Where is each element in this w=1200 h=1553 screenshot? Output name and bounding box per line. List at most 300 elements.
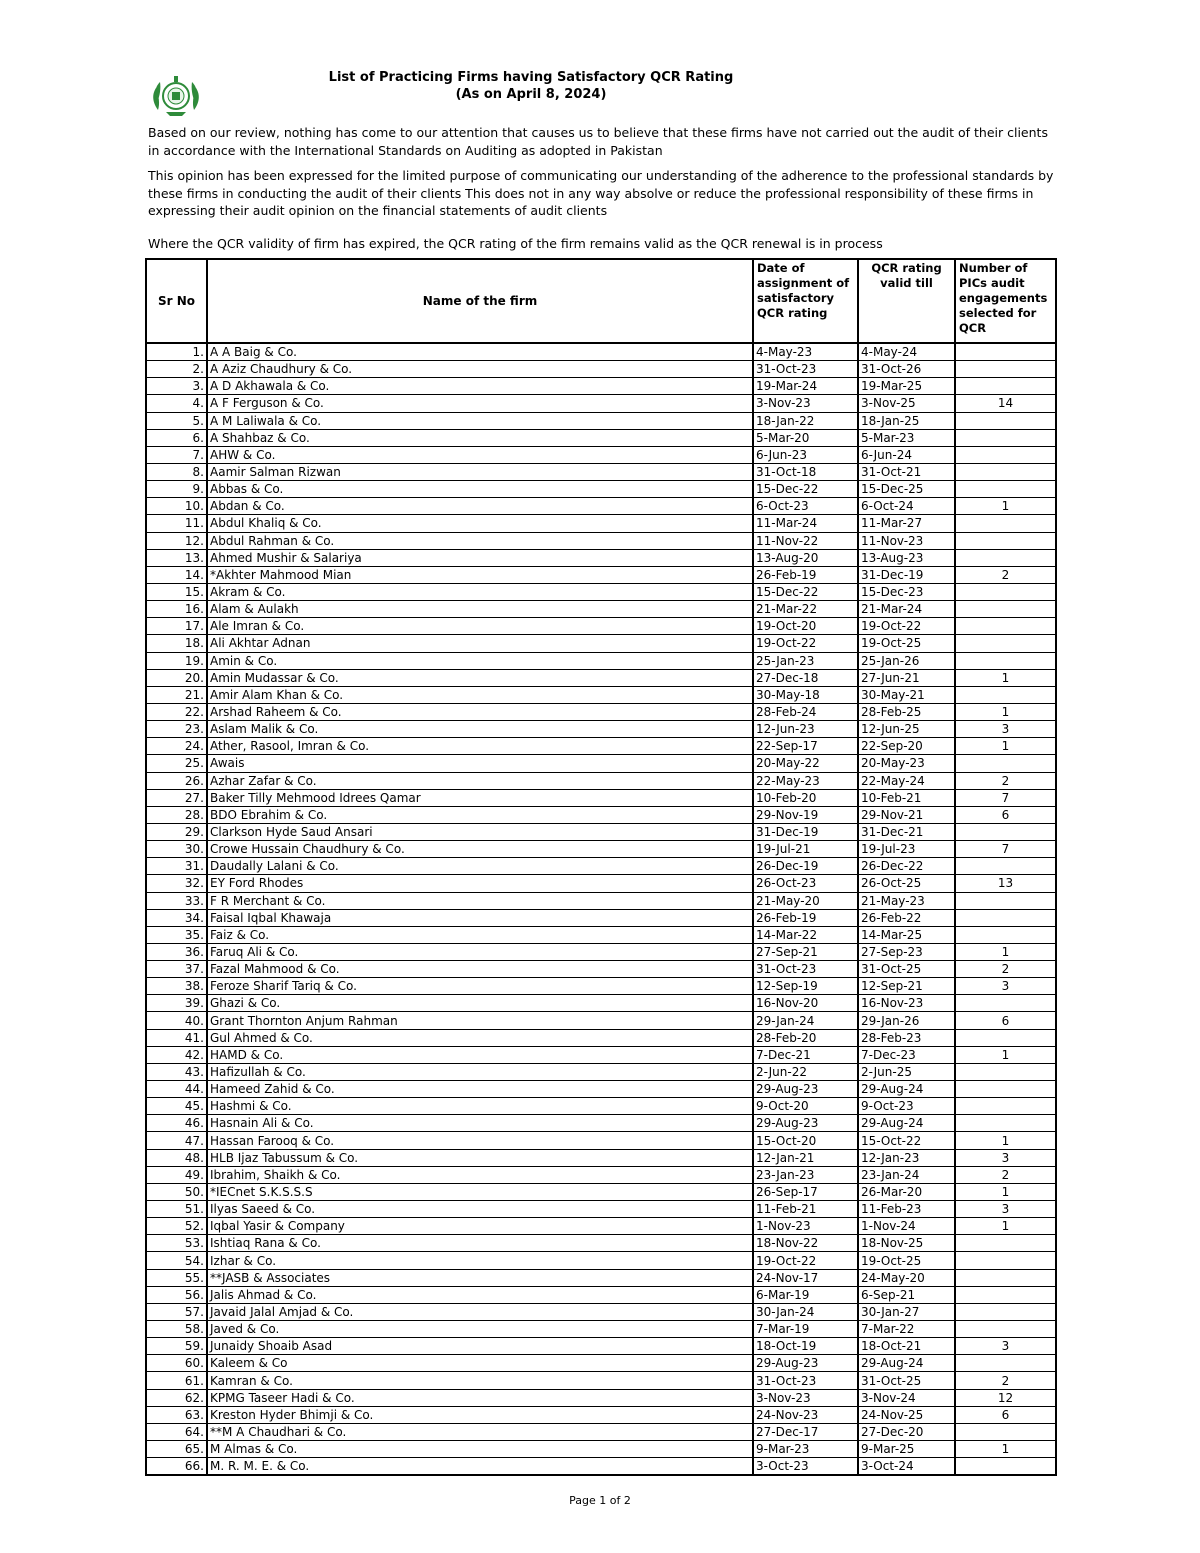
- valid-till-cell: 7-Dec-23: [858, 1046, 955, 1063]
- pics-count-cell: [955, 1029, 1056, 1046]
- firm-name-cell: M. R. M. E. & Co.: [207, 1458, 753, 1476]
- valid-till-cell: 11-Mar-27: [858, 515, 955, 532]
- firm-name-cell: *IECnet S.K.S.S.S: [207, 1183, 753, 1200]
- valid-till-cell: 15-Dec-23: [858, 583, 955, 600]
- firm-name-cell: Abdul Rahman & Co.: [207, 532, 753, 549]
- pics-count-cell: [955, 1321, 1056, 1338]
- assignment-date-cell: 9-Oct-20: [753, 1098, 858, 1115]
- table-row: [146, 978, 1056, 995]
- limited-purpose-statement: This opinion has been expressed for the limited purpose of communicating our understanding of the adherence to the professional standards by these firms in conducting the audit of their clients This does not in any way absolve or reduce the professional responsibility of these firms in expressing their audit opinion on the financial statements of audit clients: [148, 168, 1054, 218]
- firm-name-cell: Ishtiaq Rana & Co.: [207, 1235, 753, 1252]
- assignment-date-cell: 11-Feb-21: [753, 1201, 858, 1218]
- sr-no-cell: 51.: [146, 1201, 207, 1218]
- valid-till-cell: 22-Sep-20: [858, 738, 955, 755]
- table-row: [146, 909, 1056, 926]
- assignment-date-cell: 24-Nov-17: [753, 1269, 858, 1286]
- firm-name-cell: Azhar Zafar & Co.: [207, 772, 753, 789]
- firms-table: [145, 258, 1057, 1476]
- table-row: [146, 1338, 1056, 1355]
- assignment-date-cell: 29-Aug-23: [753, 1081, 858, 1098]
- sr-no-cell: 48.: [146, 1149, 207, 1166]
- pics-count-cell: 1: [955, 1132, 1056, 1149]
- header-firm-name: Name of the firm: [207, 259, 753, 343]
- valid-till-cell: 19-Mar-25: [858, 378, 955, 395]
- assignment-date-cell: 21-May-20: [753, 892, 858, 909]
- pics-count-cell: [955, 1458, 1056, 1476]
- assignment-date-cell: 5-Mar-20: [753, 429, 858, 446]
- firm-name-cell: Ghazi & Co.: [207, 995, 753, 1012]
- sr-no-cell: 2.: [146, 361, 207, 378]
- sr-no-cell: 3.: [146, 378, 207, 395]
- pics-count-cell: 2: [955, 961, 1056, 978]
- valid-till-cell: 3-Oct-24: [858, 1458, 955, 1476]
- firm-name-cell: Crowe Hussain Chaudhury & Co.: [207, 841, 753, 858]
- table-row: [146, 1098, 1056, 1115]
- firm-name-cell: Hasnain Ali & Co.: [207, 1115, 753, 1132]
- firm-name-cell: A Aziz Chaudhury & Co.: [207, 361, 753, 378]
- valid-till-cell: 9-Mar-25: [858, 1441, 955, 1458]
- firm-name-cell: Awais: [207, 755, 753, 772]
- pics-count-cell: 6: [955, 1012, 1056, 1029]
- valid-till-cell: 15-Dec-25: [858, 481, 955, 498]
- valid-till-cell: 31-Oct-26: [858, 361, 955, 378]
- pics-count-cell: 2: [955, 1372, 1056, 1389]
- pics-count-cell: 1: [955, 1218, 1056, 1235]
- valid-till-cell: 12-Jan-23: [858, 1149, 955, 1166]
- table-row: [146, 1458, 1056, 1476]
- firm-name-cell: Iqbal Yasir & Company: [207, 1218, 753, 1235]
- table-row: [146, 361, 1056, 378]
- valid-till-cell: 9-Oct-23: [858, 1098, 955, 1115]
- sr-no-cell: 21.: [146, 686, 207, 703]
- pics-count-cell: 1: [955, 1441, 1056, 1458]
- firm-name-cell: BDO Ebrahim & Co.: [207, 806, 753, 823]
- firm-name-cell: Faiz & Co.: [207, 926, 753, 943]
- pics-count-cell: 1: [955, 1046, 1056, 1063]
- table-row: [146, 1269, 1056, 1286]
- sr-no-cell: 59.: [146, 1338, 207, 1355]
- table-row: [146, 1046, 1056, 1063]
- table-row: [146, 1132, 1056, 1149]
- sr-no-cell: 46.: [146, 1115, 207, 1132]
- pics-count-cell: [955, 858, 1056, 875]
- firm-name-cell: A D Akhawala & Co.: [207, 378, 753, 395]
- firm-name-cell: Amin Mudassar & Co.: [207, 669, 753, 686]
- firm-name-cell: Arshad Raheem & Co.: [207, 703, 753, 720]
- validity-note: Where the QCR validity of firm has expired, the QCR rating of the firm remains valid as the QCR renewal is in process: [148, 236, 883, 251]
- assignment-date-cell: 29-Aug-23: [753, 1355, 858, 1372]
- pics-count-cell: [955, 823, 1056, 840]
- pics-count-cell: 3: [955, 1201, 1056, 1218]
- assignment-date-cell: 31-Oct-18: [753, 463, 858, 480]
- sr-no-cell: 22.: [146, 703, 207, 720]
- valid-till-cell: 31-Oct-25: [858, 1372, 955, 1389]
- sr-no-cell: 44.: [146, 1081, 207, 1098]
- pics-count-cell: 3: [955, 1149, 1056, 1166]
- table-row: [146, 463, 1056, 480]
- firm-name-cell: Akram & Co.: [207, 583, 753, 600]
- firm-name-cell: Izhar & Co.: [207, 1252, 753, 1269]
- assignment-date-cell: 19-Oct-22: [753, 635, 858, 652]
- firm-name-cell: Hafizullah & Co.: [207, 1063, 753, 1080]
- valid-till-cell: 27-Sep-23: [858, 943, 955, 960]
- valid-till-cell: 6-Oct-24: [858, 498, 955, 515]
- table-row: [146, 601, 1056, 618]
- firm-name-cell: A F Ferguson & Co.: [207, 395, 753, 412]
- sr-no-cell: 32.: [146, 875, 207, 892]
- valid-till-cell: 1-Nov-24: [858, 1218, 955, 1235]
- sr-no-cell: 54.: [146, 1252, 207, 1269]
- valid-till-cell: 23-Jan-24: [858, 1166, 955, 1183]
- sr-no-cell: 20.: [146, 669, 207, 686]
- pics-count-cell: [955, 1303, 1056, 1320]
- pics-count-cell: [955, 909, 1056, 926]
- table-row: [146, 1423, 1056, 1440]
- page-subtitle: (As on April 8, 2024): [455, 87, 607, 102]
- sr-no-cell: 43.: [146, 1063, 207, 1080]
- table-row: [146, 635, 1056, 652]
- sr-no-cell: 27.: [146, 789, 207, 806]
- valid-till-cell: 4-May-24: [858, 343, 955, 361]
- pics-count-cell: [955, 635, 1056, 652]
- pics-count-cell: [955, 515, 1056, 532]
- sr-no-cell: 65.: [146, 1441, 207, 1458]
- valid-till-cell: 10-Feb-21: [858, 789, 955, 806]
- firm-name-cell: Kaleem & Co: [207, 1355, 753, 1372]
- pics-count-cell: [955, 755, 1056, 772]
- sr-no-cell: 10.: [146, 498, 207, 515]
- firm-name-cell: Gul Ahmed & Co.: [207, 1029, 753, 1046]
- valid-till-cell: 11-Nov-23: [858, 532, 955, 549]
- table-row: [146, 738, 1056, 755]
- table-row: [146, 343, 1056, 361]
- pics-count-cell: [955, 1423, 1056, 1440]
- valid-till-cell: 24-May-20: [858, 1269, 955, 1286]
- firm-name-cell: Aslam Malik & Co.: [207, 721, 753, 738]
- header-assignment-date: Date of assignment of satisfactory QCR rating: [753, 259, 858, 343]
- assignment-date-cell: 13-Aug-20: [753, 549, 858, 566]
- table-row: [146, 566, 1056, 583]
- table-row: [146, 1115, 1056, 1132]
- table-row: [146, 806, 1056, 823]
- pics-count-cell: [955, 378, 1056, 395]
- table-row: [146, 875, 1056, 892]
- assignment-date-cell: 6-Mar-19: [753, 1286, 858, 1303]
- sr-no-cell: 26.: [146, 772, 207, 789]
- sr-no-cell: 11.: [146, 515, 207, 532]
- valid-till-cell: 3-Nov-25: [858, 395, 955, 412]
- table-row: [146, 1149, 1056, 1166]
- valid-till-cell: 20-May-23: [858, 755, 955, 772]
- sr-no-cell: 50.: [146, 1183, 207, 1200]
- valid-till-cell: 28-Feb-23: [858, 1029, 955, 1046]
- table-row: [146, 892, 1056, 909]
- assignment-date-cell: 7-Mar-19: [753, 1321, 858, 1338]
- valid-till-cell: 3-Nov-24: [858, 1389, 955, 1406]
- sr-no-cell: 35.: [146, 926, 207, 943]
- assignment-date-cell: 2-Jun-22: [753, 1063, 858, 1080]
- sr-no-cell: 39.: [146, 995, 207, 1012]
- pics-count-cell: 2: [955, 772, 1056, 789]
- assignment-date-cell: 19-Jul-21: [753, 841, 858, 858]
- valid-till-cell: 12-Jun-25: [858, 721, 955, 738]
- sr-no-cell: 18.: [146, 635, 207, 652]
- sr-no-cell: 56.: [146, 1286, 207, 1303]
- pics-count-cell: [955, 601, 1056, 618]
- valid-till-cell: 19-Oct-25: [858, 1252, 955, 1269]
- pics-count-cell: 3: [955, 721, 1056, 738]
- valid-till-cell: 13-Aug-23: [858, 549, 955, 566]
- header-pics-count: Number of PICs audit engagements selected for QCR: [955, 259, 1056, 343]
- sr-no-cell: 42.: [146, 1046, 207, 1063]
- assignment-date-cell: 26-Oct-23: [753, 875, 858, 892]
- pics-count-cell: [955, 583, 1056, 600]
- sr-no-cell: 24.: [146, 738, 207, 755]
- pics-count-cell: [955, 1269, 1056, 1286]
- firm-name-cell: Javaid Jalal Amjad & Co.: [207, 1303, 753, 1320]
- valid-till-cell: 6-Sep-21: [858, 1286, 955, 1303]
- firm-name-cell: Abbas & Co.: [207, 481, 753, 498]
- sr-no-cell: 53.: [146, 1235, 207, 1252]
- sr-no-cell: 13.: [146, 549, 207, 566]
- assignment-date-cell: 10-Feb-20: [753, 789, 858, 806]
- valid-till-cell: 25-Jan-26: [858, 652, 955, 669]
- valid-till-cell: 19-Oct-25: [858, 635, 955, 652]
- pics-count-cell: [955, 1098, 1056, 1115]
- sr-no-cell: 60.: [146, 1355, 207, 1372]
- assignment-date-cell: 3-Nov-23: [753, 395, 858, 412]
- pics-count-cell: 13: [955, 875, 1056, 892]
- sr-no-cell: 66.: [146, 1458, 207, 1476]
- table-row: [146, 395, 1056, 412]
- review-statement: Based on our review, nothing has come to our attention that causes us to believe that these firms have not carried out the audit of their clients in accordance with the International Standards on Auditing as adopted in Pakistan: [148, 125, 1048, 158]
- pics-count-cell: 1: [955, 1183, 1056, 1200]
- assignment-date-cell: 31-Oct-23: [753, 361, 858, 378]
- firm-name-cell: *Akhter Mahmood Mian: [207, 566, 753, 583]
- pics-count-cell: [955, 1235, 1056, 1252]
- assignment-date-cell: 15-Dec-22: [753, 583, 858, 600]
- valid-till-cell: 30-May-21: [858, 686, 955, 703]
- assignment-date-cell: 29-Nov-19: [753, 806, 858, 823]
- pics-count-cell: [955, 686, 1056, 703]
- table-row: [146, 1286, 1056, 1303]
- assignment-date-cell: 19-Mar-24: [753, 378, 858, 395]
- table-header-row: [146, 259, 1056, 343]
- valid-till-cell: 15-Oct-22: [858, 1132, 955, 1149]
- table-row: [146, 498, 1056, 515]
- sr-no-cell: 5.: [146, 412, 207, 429]
- firm-name-cell: Abdul Khaliq & Co.: [207, 515, 753, 532]
- assignment-date-cell: 15-Dec-22: [753, 481, 858, 498]
- sr-no-cell: 1.: [146, 343, 207, 361]
- firm-name-cell: A Shahbaz & Co.: [207, 429, 753, 446]
- assignment-date-cell: 31-Dec-19: [753, 823, 858, 840]
- sr-no-cell: 17.: [146, 618, 207, 635]
- pics-count-cell: [955, 618, 1056, 635]
- valid-till-cell: 30-Jan-27: [858, 1303, 955, 1320]
- header-sr-no: Sr No: [146, 259, 207, 343]
- assignment-date-cell: 14-Mar-22: [753, 926, 858, 943]
- valid-till-cell: 11-Feb-23: [858, 1201, 955, 1218]
- firm-name-cell: Ibrahim, Shaikh & Co.: [207, 1166, 753, 1183]
- valid-till-cell: 19-Jul-23: [858, 841, 955, 858]
- assignment-date-cell: 30-May-18: [753, 686, 858, 703]
- pics-count-cell: 1: [955, 738, 1056, 755]
- firm-name-cell: F R Merchant & Co.: [207, 892, 753, 909]
- assignment-date-cell: 16-Nov-20: [753, 995, 858, 1012]
- pics-count-cell: 7: [955, 789, 1056, 806]
- pics-count-cell: [955, 1063, 1056, 1080]
- assignment-date-cell: 23-Jan-23: [753, 1166, 858, 1183]
- firm-name-cell: **M A Chaudhari & Co.: [207, 1423, 753, 1440]
- sr-no-cell: 64.: [146, 1423, 207, 1440]
- table-row: [146, 858, 1056, 875]
- pics-count-cell: 2: [955, 1166, 1056, 1183]
- valid-till-cell: 7-Mar-22: [858, 1321, 955, 1338]
- assignment-date-cell: 18-Oct-19: [753, 1338, 858, 1355]
- sr-no-cell: 61.: [146, 1372, 207, 1389]
- valid-till-cell: 26-Feb-22: [858, 909, 955, 926]
- valid-till-cell: 29-Nov-21: [858, 806, 955, 823]
- sr-no-cell: 28.: [146, 806, 207, 823]
- table-row: [146, 669, 1056, 686]
- valid-till-cell: 22-May-24: [858, 772, 955, 789]
- pics-count-cell: [955, 1252, 1056, 1269]
- assignment-date-cell: 27-Sep-21: [753, 943, 858, 960]
- assignment-date-cell: 12-Sep-19: [753, 978, 858, 995]
- valid-till-cell: 31-Dec-21: [858, 823, 955, 840]
- firm-name-cell: Amir Alam Khan & Co.: [207, 686, 753, 703]
- sr-no-cell: 52.: [146, 1218, 207, 1235]
- pics-count-cell: [955, 1286, 1056, 1303]
- valid-till-cell: 31-Oct-25: [858, 961, 955, 978]
- assignment-date-cell: 22-Sep-17: [753, 738, 858, 755]
- assignment-date-cell: 12-Jan-21: [753, 1149, 858, 1166]
- valid-till-cell: 16-Nov-23: [858, 995, 955, 1012]
- pics-count-cell: 6: [955, 1406, 1056, 1423]
- table-row: [146, 618, 1056, 635]
- valid-till-cell: 27-Dec-20: [858, 1423, 955, 1440]
- sr-no-cell: 47.: [146, 1132, 207, 1149]
- table-row: [146, 926, 1056, 943]
- sr-no-cell: 23.: [146, 721, 207, 738]
- assignment-date-cell: 6-Jun-23: [753, 446, 858, 463]
- table-row: [146, 652, 1056, 669]
- firm-name-cell: Clarkson Hyde Saud Ansari: [207, 823, 753, 840]
- firm-name-cell: **JASB & Associates: [207, 1269, 753, 1286]
- table-row: [146, 1012, 1056, 1029]
- assignment-date-cell: 26-Feb-19: [753, 909, 858, 926]
- assignment-date-cell: 24-Nov-23: [753, 1406, 858, 1423]
- table-row: [146, 1183, 1056, 1200]
- assignment-date-cell: 12-Jun-23: [753, 721, 858, 738]
- table-row: [146, 1372, 1056, 1389]
- assignment-date-cell: 19-Oct-22: [753, 1252, 858, 1269]
- valid-till-cell: 18-Oct-21: [858, 1338, 955, 1355]
- table-row: [146, 1218, 1056, 1235]
- valid-till-cell: 29-Aug-24: [858, 1355, 955, 1372]
- assignment-date-cell: 9-Mar-23: [753, 1441, 858, 1458]
- table-row: [146, 429, 1056, 446]
- valid-till-cell: 24-Nov-25: [858, 1406, 955, 1423]
- firm-name-cell: Faisal Iqbal Khawaja: [207, 909, 753, 926]
- sr-no-cell: 14.: [146, 566, 207, 583]
- sr-no-cell: 57.: [146, 1303, 207, 1320]
- firm-name-cell: AHW & Co.: [207, 446, 753, 463]
- table-row: [146, 1252, 1056, 1269]
- assignment-date-cell: 11-Nov-22: [753, 532, 858, 549]
- table-row: [146, 515, 1056, 532]
- sr-no-cell: 12.: [146, 532, 207, 549]
- table-row: [146, 446, 1056, 463]
- table-row: [146, 721, 1056, 738]
- sr-no-cell: 45.: [146, 1098, 207, 1115]
- assignment-date-cell: 22-May-23: [753, 772, 858, 789]
- firm-name-cell: Alam & Aulakh: [207, 601, 753, 618]
- table-row: [146, 995, 1056, 1012]
- table-row: [146, 961, 1056, 978]
- sr-no-cell: 33.: [146, 892, 207, 909]
- pics-count-cell: 6: [955, 806, 1056, 823]
- valid-till-cell: 29-Aug-24: [858, 1081, 955, 1098]
- pics-count-cell: [955, 343, 1056, 361]
- firm-name-cell: Hameed Zahid & Co.: [207, 1081, 753, 1098]
- firm-name-cell: Kreston Hyder Bhimji & Co.: [207, 1406, 753, 1423]
- valid-till-cell: 6-Jun-24: [858, 446, 955, 463]
- firm-name-cell: Junaidy Shoaib Asad: [207, 1338, 753, 1355]
- table-row: [146, 1081, 1056, 1098]
- valid-till-cell: 21-May-23: [858, 892, 955, 909]
- assignment-date-cell: 6-Oct-23: [753, 498, 858, 515]
- sr-no-cell: 8.: [146, 463, 207, 480]
- pics-count-cell: 2: [955, 566, 1056, 583]
- sr-no-cell: 41.: [146, 1029, 207, 1046]
- assignment-date-cell: 18-Nov-22: [753, 1235, 858, 1252]
- firm-name-cell: HLB Ijaz Tabussum & Co.: [207, 1149, 753, 1166]
- assignment-date-cell: 31-Oct-23: [753, 961, 858, 978]
- table-row: [146, 1201, 1056, 1218]
- firm-name-cell: Ahmed Mushir & Salariya: [207, 549, 753, 566]
- valid-till-cell: 26-Mar-20: [858, 1183, 955, 1200]
- assignment-date-cell: 29-Jan-24: [753, 1012, 858, 1029]
- sr-no-cell: 16.: [146, 601, 207, 618]
- valid-till-cell: 26-Oct-25: [858, 875, 955, 892]
- sr-no-cell: 6.: [146, 429, 207, 446]
- table-row: [146, 532, 1056, 549]
- sr-no-cell: 15.: [146, 583, 207, 600]
- assignment-date-cell: 27-Dec-17: [753, 1423, 858, 1440]
- assignment-date-cell: 1-Nov-23: [753, 1218, 858, 1235]
- valid-till-cell: 21-Mar-24: [858, 601, 955, 618]
- firm-name-cell: Grant Thornton Anjum Rahman: [207, 1012, 753, 1029]
- valid-till-cell: 18-Jan-25: [858, 412, 955, 429]
- table-row: [146, 841, 1056, 858]
- firm-name-cell: Ali Akhtar Adnan: [207, 635, 753, 652]
- pics-count-cell: [955, 532, 1056, 549]
- valid-till-cell: 5-Mar-23: [858, 429, 955, 446]
- valid-till-cell: 26-Dec-22: [858, 858, 955, 875]
- table-row: [146, 481, 1056, 498]
- firm-name-cell: Baker Tilly Mehmood Idrees Qamar: [207, 789, 753, 806]
- table-row: [146, 1355, 1056, 1372]
- valid-till-cell: 18-Nov-25: [858, 1235, 955, 1252]
- sr-no-cell: 25.: [146, 755, 207, 772]
- firm-name-cell: Ilyas Saeed & Co.: [207, 1201, 753, 1218]
- table-row: [146, 686, 1056, 703]
- table-row: [146, 549, 1056, 566]
- assignment-date-cell: 20-May-22: [753, 755, 858, 772]
- firm-name-cell: HAMD & Co.: [207, 1046, 753, 1063]
